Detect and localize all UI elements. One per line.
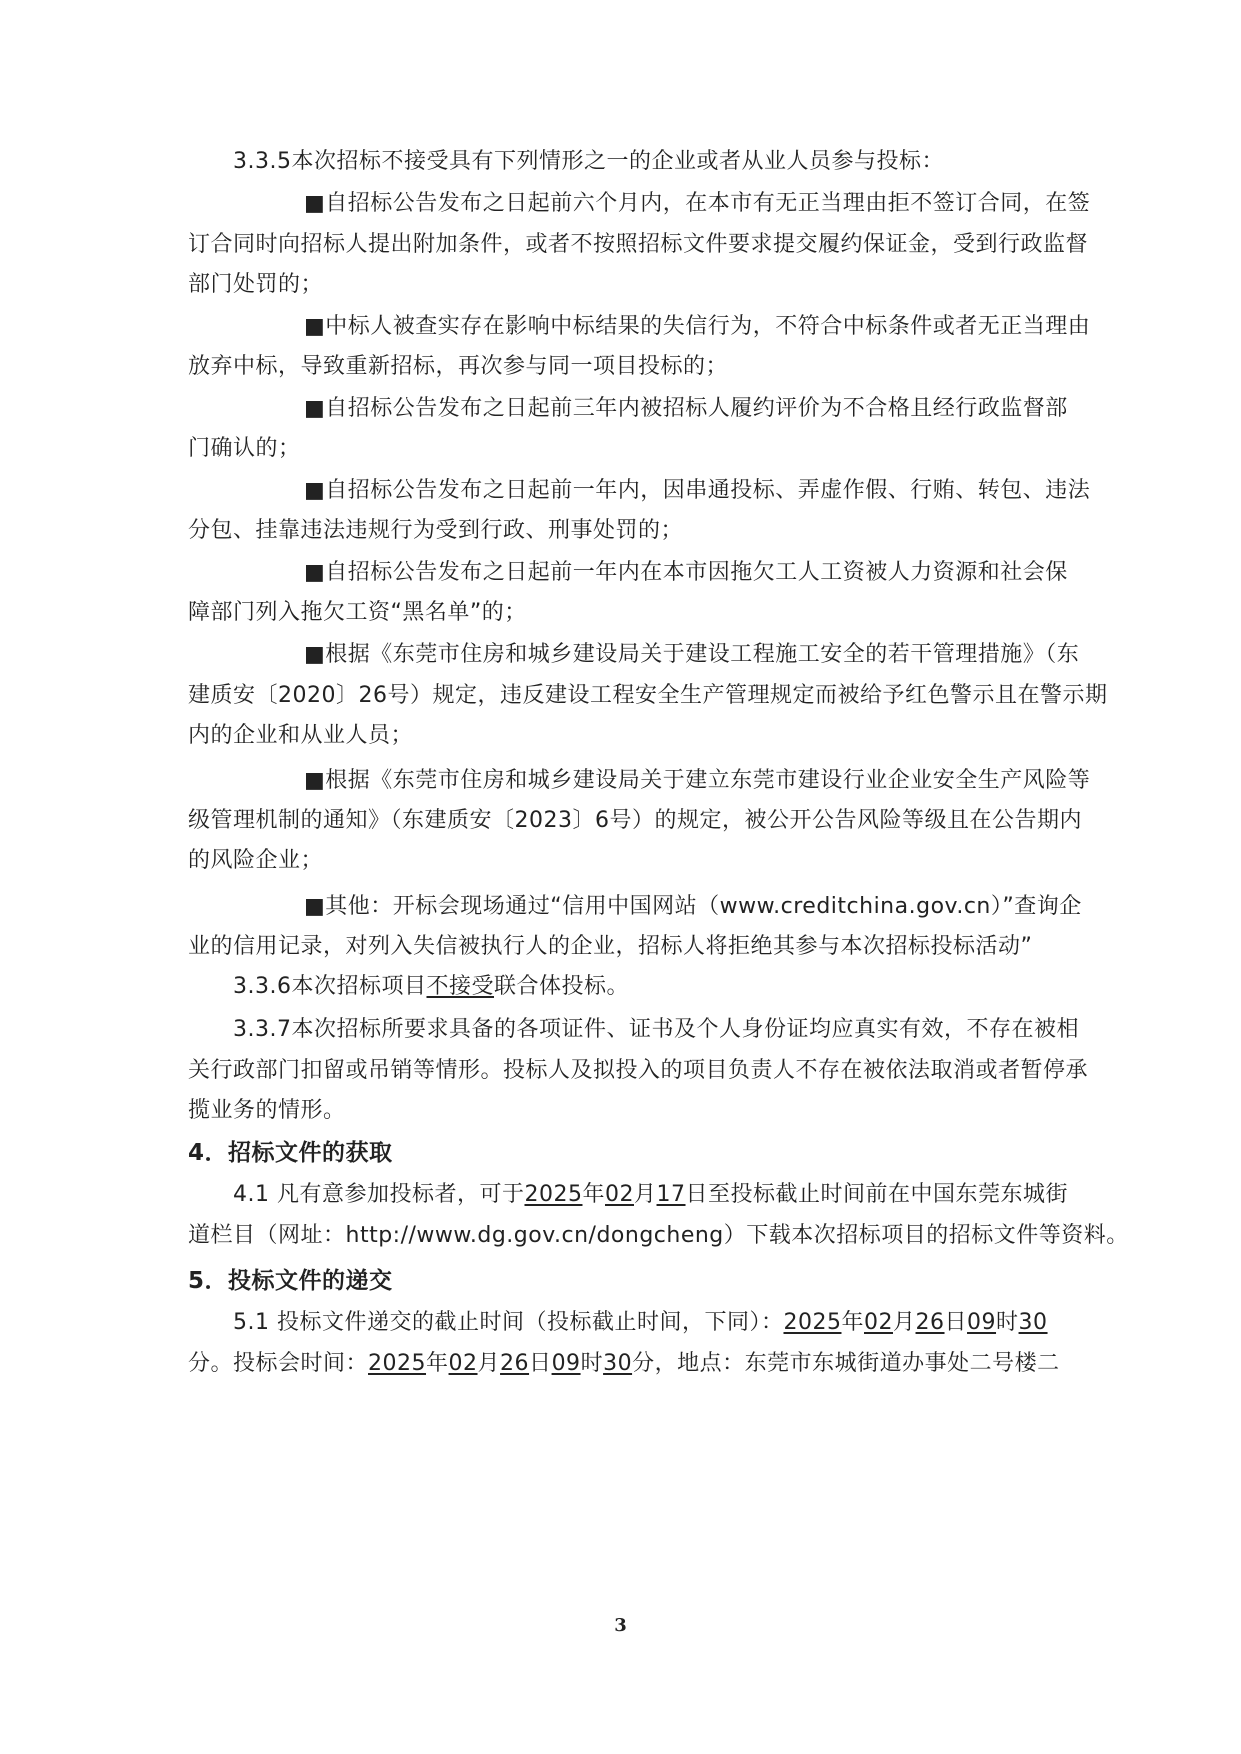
page-number: 3 — [614, 1615, 627, 1636]
bullet-7-line-2: 级管理机制的通知》（东建质安〔2023〕6号）的规定，被公开公告风险等级且在公告期内 — [188, 808, 1082, 833]
bullet-3-line-2: 门确认的； — [188, 436, 301, 461]
clause-4-1-line-2: 道栏目（网址：http://www.dg.gov.cn/dongcheng）下载本次招标项目的招标文件等资料。 — [188, 1223, 1129, 1248]
bullet-6-line-1: ■根据《东莞市住房和城乡建设局关于建设工程施工安全的若干管理措施》（东 — [304, 642, 1080, 667]
bullet-8-line-2: 业的信用记录，对列入失信被执行人的企业，招标人将拒绝其参与本次招标投标活动” — [188, 934, 1033, 959]
bullet-1-line-3: 部门处罚的； — [188, 272, 324, 297]
bullet-1-line-1: ■自招标公告发布之日起前六个月内，在本市有无正当理由拒不签订合同，在签 — [304, 191, 1091, 216]
clause-3-3-7-line-3: 揽业务的情形。 — [188, 1098, 346, 1123]
bullet-6-line-2: 建质安〔2020〕26号）规定，违反建设工程安全生产管理规定而被给予红色警示且在警示期 — [188, 683, 1108, 708]
bullet-4-line-2: 分包、挂靠违法违规行为受到行政、刑事处罚的； — [188, 518, 684, 543]
section-5-heading: 5．投标文件的递交 — [188, 1268, 393, 1294]
clause-3-3-7-line-2: 关行政部门扣留或吊销等情形。投标人及拟投入的项目负责人不存在被依法取消或者暂停承 — [188, 1058, 1089, 1083]
bullet-2-line-2: 放弃中标，导致重新招标，再次参与同一项目投标的； — [188, 354, 729, 379]
bullet-5-line-2: 障部门列入拖欠工资“黑名单”的； — [188, 600, 527, 625]
bullet-8-line-1: ■其他：开标会现场通过“信用中国网站（www.creditchina.gov.cn）”查询企 — [304, 894, 1082, 919]
bullet-7-line-1: ■根据《东莞市住房和城乡建设局关于建立东莞市建设行业企业安全生产风险等 — [304, 768, 1091, 793]
bullet-6-line-3: 内的企业和从业人员； — [188, 723, 414, 748]
clause-3-3-5-intro: 3.3.5本次招标不接受具有下列情形之一的企业或者从业人员参与投标： — [233, 149, 944, 174]
bullet-1-line-2: 订合同时向招标人提出附加条件，或者不按照招标文件要求提交履约保证金，受到行政监督 — [188, 232, 1089, 257]
clause-5-1-line-1: 5.1 投标文件递交的截止时间（投标截止时间，下同）：2025年02月26日09时30 — [233, 1310, 1048, 1335]
bullet-2-line-1: ■中标人被查实存在影响中标结果的失信行为，不符合中标条件或者无正当理由 — [304, 314, 1091, 339]
section-4-heading: 4．招标文件的获取 — [188, 1140, 393, 1166]
bullet-5-line-1: ■自招标公告发布之日起前一年内在本市因拖欠工人工资被人力资源和社会保 — [304, 560, 1068, 585]
bullet-4-line-1: ■自招标公告发布之日起前一年内，因串通投标、弄虚作假、行贿、转包、违法 — [304, 478, 1091, 503]
bullet-7-line-3: 的风险企业； — [188, 848, 324, 873]
clause-3-3-6: 3.3.6本次招标项目不接受联合体投标。 — [233, 974, 630, 999]
clause-4-1-line-1: 4.1 凡有意参加投标者，可于2025年02月17日至投标截止时间前在中国东莞东城街 — [233, 1182, 1069, 1207]
clause-5-1-line-2: 分。投标会时间：2025年02月26日09时30分，地点：东莞市东城街道办事处二号楼二 — [188, 1351, 1060, 1376]
bullet-3-line-1: ■自招标公告发布之日起前三年内被招标人履约评价为不合格且经行政监督部 — [304, 396, 1068, 421]
clause-3-3-7-line-1: 3.3.7本次招标所要求具备的各项证件、证书及个人身份证均应真实有效，不存在被相 — [233, 1017, 1079, 1042]
underlined-not-accepted: 不接受 — [426, 974, 494, 999]
